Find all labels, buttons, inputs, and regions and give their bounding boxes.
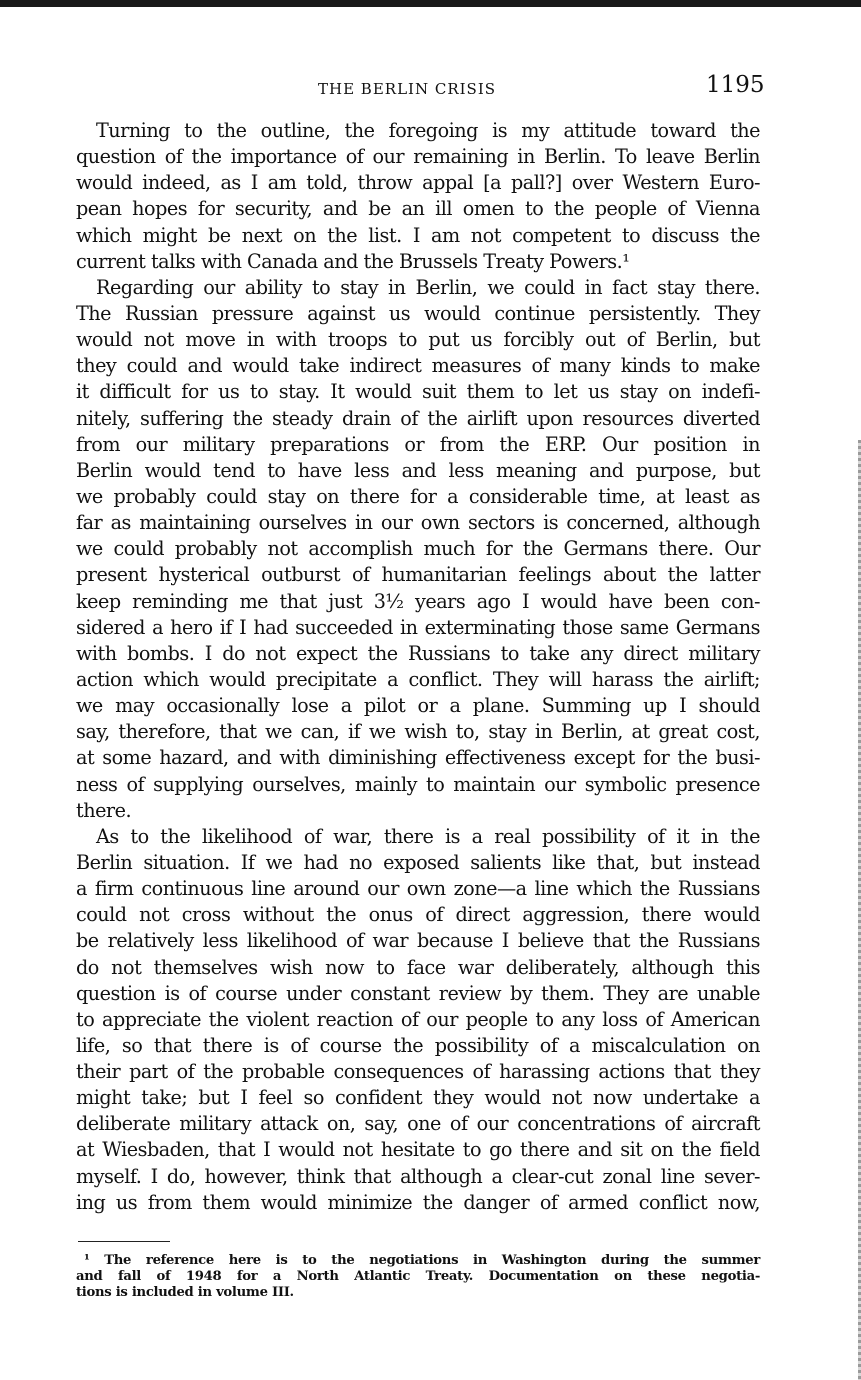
text-line: question of the importance of our remaining in Berlin. To leave Berlin xyxy=(76,145,760,169)
text-line: would not move in with troops to put us forcibly out of Berlin, but xyxy=(76,328,760,352)
text-line: their part of the probable consequences of harassing actions that they xyxy=(76,1060,760,1084)
running-header-title: THE BERLIN CRISIS xyxy=(318,80,497,98)
text-line: from our military preparations or from the ERP. Our position in xyxy=(76,432,760,456)
body-text xyxy=(76,118,760,1216)
text-line: at some hazard, and with diminishing effectiveness except for the busi- xyxy=(76,746,760,770)
text-line: at Wiesbaden, that I would not hesitate to go there and sit on the field xyxy=(76,1138,760,1162)
text-line: they could and would take indirect measures of many kinds to make xyxy=(76,354,760,378)
text-line: Berlin situation. If we had no exposed salients like that, but instead xyxy=(76,850,760,874)
text-line: Turning to the outline, the foregoing is my attitude toward the xyxy=(96,119,760,142)
text-line: deliberate military attack on, say, one of our concentrations of aircraft xyxy=(76,1112,760,1136)
text-line: we probably could stay on there for a considerable time, at least as xyxy=(76,484,760,508)
text-line: life, so that there is of course the possibility of a miscalculation on xyxy=(76,1033,760,1057)
text-line: could not cross without the onus of direct aggression, there would xyxy=(76,903,760,927)
text-line: be relatively less likelihood of war because I believe that the Russians xyxy=(76,929,760,953)
footnote-line: tions is included in volume III. xyxy=(76,1285,294,1300)
text-line: do not themselves wish now to face war deliberately, although this xyxy=(76,955,760,979)
text-line: question is of course under constant review by them. They are unable xyxy=(76,981,760,1005)
text-line: we could probably not accomplish much for the Germans there. Our xyxy=(76,537,760,561)
text-line: there. xyxy=(76,798,132,822)
footnote-line: ¹ The reference here is to the negotiations in Washington during the summer xyxy=(84,1253,760,1268)
text-line: current talks with Canada and the Brussels Treaty Powers.¹ xyxy=(76,249,630,273)
text-line: pean hopes for security, and be an ill omen to the people of Vienna xyxy=(76,197,760,221)
text-line: action which would precipitate a conflict. They will harass the airlift; xyxy=(76,667,760,691)
text-line: keep reminding me that just 3½ years ago I would have been con- xyxy=(76,589,760,613)
text-line: ness of supplying ourselves, mainly to maintain our symbolic presence xyxy=(76,772,760,796)
text-line: which might be next on the list. I am not competent to discuss the xyxy=(76,223,760,247)
text-line: Regarding our ability to stay in Berlin, we could in fact stay there. xyxy=(96,275,760,299)
text-line: far as maintaining ourselves in our own sectors is concerned, although xyxy=(76,511,760,535)
text-line: with bombs. I do not expect the Russians to take any direct military xyxy=(76,641,760,665)
text-line: it difficult for us to stay. It would suit them to let us stay on indefi- xyxy=(76,380,760,404)
page-top-border xyxy=(0,0,861,7)
footnotes xyxy=(76,1253,760,1301)
text-line: ing us from them would minimize the danger of armed conflict now, xyxy=(76,1190,760,1214)
text-line: might take; but I feel so confident they would not now undertake a xyxy=(76,1086,760,1110)
text-line: The Russian pressure against us would continue persistently. They xyxy=(76,301,760,325)
text-line: to appreciate the violent reaction of our people to any loss of American xyxy=(76,1007,760,1031)
text-line: we may occasionally lose a pilot or a plane. Summing up I should xyxy=(76,694,760,718)
text-line: As to the likelihood of war, there is a real possibility of it in the xyxy=(96,824,760,848)
text-line: present hysterical outburst of humanitarian feelings about the latter xyxy=(76,563,760,587)
footnote-line: and fall of 1948 for a North Atlantic Treaty. Documentation on these negotia- xyxy=(76,1269,760,1284)
text-line: a firm continuous line around our own zone—a line which the Russians xyxy=(76,877,760,901)
text-line: say, therefore, that we can, if we wish to, stay in Berlin, at great cost, xyxy=(76,720,760,744)
text-line: Berlin would tend to have less and less meaning and purpose, but xyxy=(76,458,760,482)
text-line: nitely, suffering the steady drain of the airlift upon resources diverted xyxy=(76,406,760,430)
text-line: myself. I do, however, think that although a clear-cut zonal line sever- xyxy=(76,1164,760,1188)
text-line: would indeed, as I am told, throw appal [a pall?] over Western Euro- xyxy=(76,171,760,195)
footnote-divider xyxy=(78,1241,170,1242)
page-number: 1195 xyxy=(706,72,765,98)
text-line: sidered a hero if I had succeeded in exterminating those same Germans xyxy=(76,615,760,639)
